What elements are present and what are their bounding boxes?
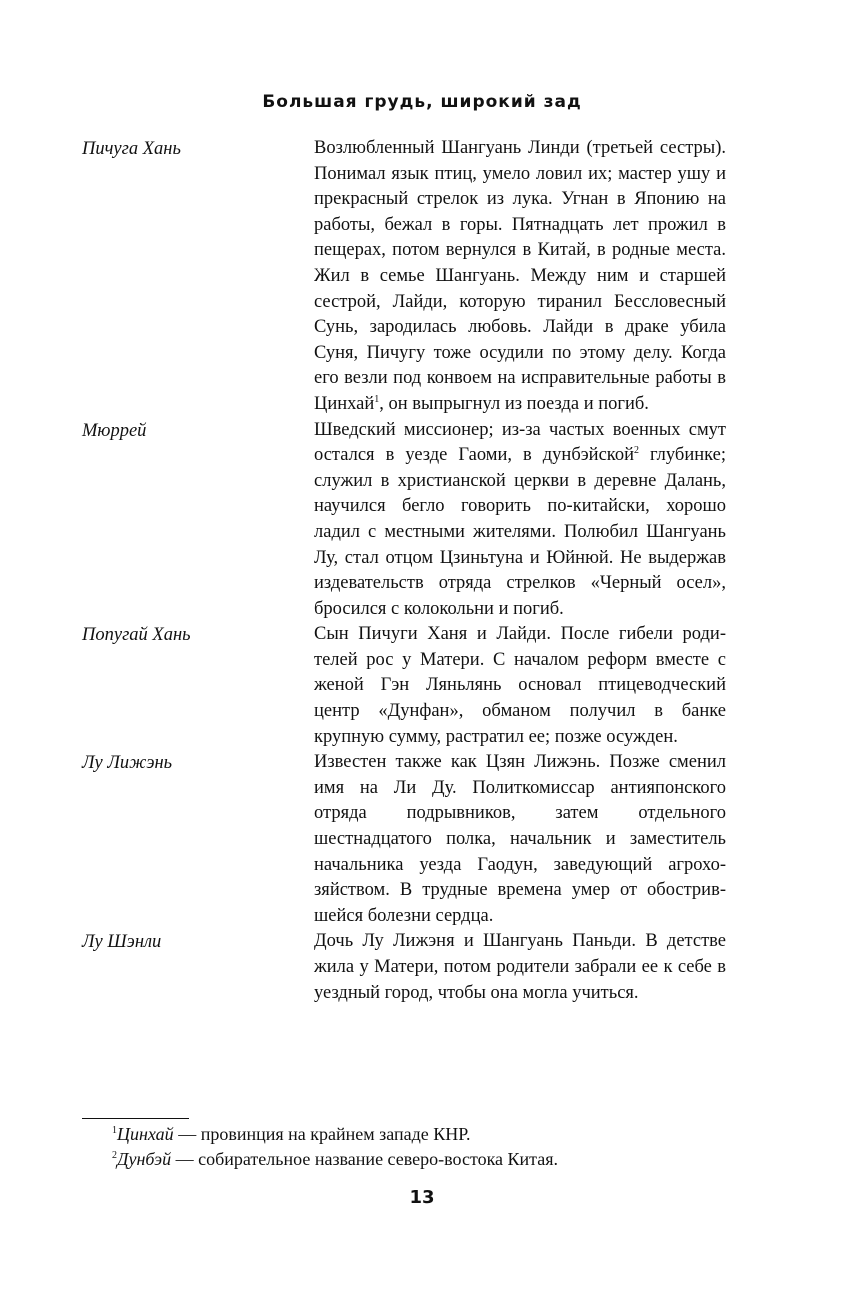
- entry-name: Попугай Хань: [82, 625, 191, 646]
- page-number: 13: [409, 1187, 435, 1208]
- footnote-divider: [82, 1118, 189, 1119]
- entry-description: Сын Пичуги Ханя и Лайди. После гибели родителей рос у Матери. С началом реформ вместе с женой Гэн Ляньлянь основал птицеводческий центр «Дунфан», обманом получил в банке крупную сумму, растратил ее; позже осужден.: [314, 624, 726, 747]
- entry-description: [314, 418, 726, 623]
- entry-name: Лу Лижэнь: [82, 753, 173, 774]
- footnote-number: 2: [112, 1150, 117, 1161]
- footnotes: [82, 1122, 732, 1172]
- entry-name: Лу Шэнли: [82, 932, 162, 953]
- entry-description-text: Шведский миссионер; из-за частых военных смут остался в уезде Гаоми, в дунбэйской: [314, 419, 726, 466]
- entry: [82, 418, 726, 623]
- entry-name: Пичуга Хань: [82, 139, 181, 159]
- footnote-text: — провинция на крайнем западе КНР.: [173, 1124, 471, 1144]
- entry-description: Дочь Лу Лижэня и Шангуань Паньди. В детстве жила у Матери, потом родители забрали ее к себе в уездный город, чтобы она могла учиться.: [314, 931, 726, 1003]
- entry-description: Известен также как Цзян Лижэнь. Позже сменил имя на Ли Ду. Политкомиссар антияпонского отряда подрывников, затем отдельного шестнадцатого полка, начальник и заместитель начальника уезда Гаодун, заведующий агрохозяйством. В трудные времена умер от обострившейся болезни сердца.: [314, 752, 726, 926]
- entry: [82, 929, 726, 1006]
- footnote-term: Цинхай: [117, 1124, 174, 1144]
- entry-description: [314, 136, 726, 418]
- footnote-ref: 1: [374, 393, 380, 405]
- footnote-term: Дунбэй: [117, 1149, 172, 1169]
- entry: [82, 136, 726, 418]
- entry-description-text: , он выпрыгнул из поезда и погиб.: [379, 393, 649, 414]
- footnote: [82, 1147, 732, 1172]
- footnote-ref: 2: [634, 444, 639, 456]
- running-head: Большая грудь, широкий зад: [262, 92, 582, 112]
- footnote-text: — собирательное название северо-востока Китая.: [171, 1149, 559, 1169]
- entry-description-text: Возлюбленный Шангуань Линди (третьей сестры). Понимал язык птиц, умело ловил их; мастер ушу и прекрасный стрелок из лука. Угнан в Японию на работы, бежал в горы. Пятнадцать лет прожил в пещерах, потом вернулся в Китай, в родные места. Жил в семье Шангуань. Между ним и старшей сестрой, Лайди, которую тиранил Бессловесный Сунь, зародилась любовь. Лайди в драке убила Суня, Пичугу тоже осудили по этому делу. Когда его везли под конвоем на исправительные работы в Цинхай: [314, 138, 726, 414]
- entry: [82, 622, 726, 750]
- footnote: [82, 1122, 732, 1147]
- glossary-entries: [82, 136, 726, 1006]
- entry-name: Мюррей: [82, 420, 147, 441]
- entry: [82, 750, 726, 929]
- entry-description-text: глубинке; служил в христианской церкви в деревне Далань, научился бегло говорить по-китайски, хорошо ладил с местными жителями. Полюбил Шангуань Лу, стал отцом Цзиньтуна и Юйнюй. Не выдержав издевательств отряда стрелков «Черный осел», бросился с колокольни и погиб.: [314, 445, 727, 619]
- footnote-number: 1: [112, 1125, 117, 1136]
